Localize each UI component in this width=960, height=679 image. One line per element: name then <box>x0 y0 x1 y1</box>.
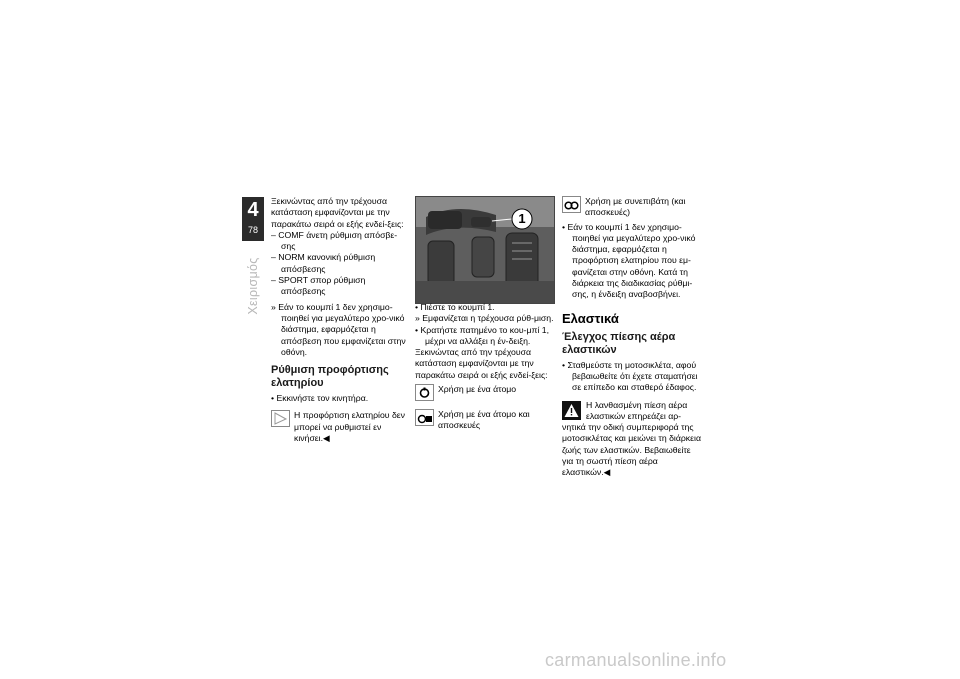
result-item: » Εμφανίζεται η τρέχουσα ρύθ-μιση. <box>415 313 554 324</box>
result-item: » Εάν το κουμπί 1 δεν χρησιμο-ποιηθεί για μεγαλύτερο χρο-νικό διάστημα, εφαρμόζεται η απόσβεση που εμφανίζεται στην οθόνη. <box>271 301 406 357</box>
chapter-number: 4 <box>247 199 259 221</box>
bullet-item: • Πιέστε το κουμπί 1. <box>415 302 495 312</box>
warning-icon <box>562 401 581 420</box>
dash-item: – NORM κανονική ρύθμιση απόσβεσης <box>271 252 376 274</box>
column-2 <box>415 302 555 435</box>
bullet-item: • Εκκινήστε τον κινητήρα. <box>271 393 369 404</box>
warning-text: Η λανθασμένη πίεση αέρα ελαστικών επηρεάζει αρ-νητικά την οδική συμπεριφορά της μοτοσικλέτας και μειώνει τη διάρκεια ζωής των ελαστικών. Βεβαιωθείτε για τη σωστή πίεση αέρα ελαστικών.◀ <box>562 399 701 478</box>
rider-luggage-icon <box>415 409 434 426</box>
page-number: 78 <box>247 225 258 235</box>
bullet-item: • Εάν το κουμπί 1 δεν χρησιμο-ποιηθεί για μεγαλύτερο χρο-νικό διάστημα, εφαρμόζεται η προφόρτιση ελατηρίου που εμ-φανίζεται στην οθόνη. Κατά τη διάρκεια της διαδικασίας ρύθμι-σης, η ένδειξη αναβοσβήνει. <box>562 221 696 300</box>
bullet-item: • Κρατήστε πατημένο το κου-μπί 1, μέχρι να αλλάξει η έν-δειξη. <box>415 324 550 346</box>
dash-item: – SPORT σπορ ρύθμιση απόσβεσης <box>271 275 366 297</box>
mode-row: Χρήση με ένα άτομο <box>415 384 555 401</box>
dash-item: – COMF άνετη ρύθμιση απόσβε-σης <box>271 229 398 252</box>
watermark: carmanualsonline.info <box>545 650 727 670</box>
mode-row: Χρήση με συνεπιβάτη (και αποσκευές) <box>562 196 702 219</box>
note-triangle-icon <box>271 410 290 427</box>
callout-label: 1 <box>518 211 526 226</box>
section-heading: Ελαστικά <box>562 310 619 326</box>
intro-text: Ξεκινώντας από την τρέχουσα κατάσταση εμφανίζονται με την παρακάτω σειρά οι εξής ενδεί-ξεις: <box>271 196 404 229</box>
bullet-item: • Σταθμεύστε τη μοτοσικλέτα, αφού βεβαιωθείτε ότι έχετε σταματήσει σε επίπεδο και σταθερό έδαφος. <box>562 359 698 393</box>
note-text: Η προφόρτιση ελατηρίου δεν μπορεί να ρυθμιστεί εν κινήσει.◀ <box>294 410 405 444</box>
column-1 <box>271 196 409 447</box>
subsection-heading: Έλεγχος πίεσης αέρα ελαστικών <box>562 330 676 356</box>
intro-text: Ξεκινώντας από την τρέχουσα κατάσταση εμφανίζονται με την παρακάτω σειρά οι εξής ενδεί-ξεις: <box>415 347 548 380</box>
chapter-tab <box>242 197 264 241</box>
handlebar-switch-photo <box>415 196 555 304</box>
warning-block <box>562 400 702 479</box>
note-row <box>271 410 409 444</box>
mode-row: Χρήση με ένα άτομο και αποσκευές <box>415 409 555 432</box>
section-label: Χειρισμός <box>246 257 260 315</box>
section-heading: Ρύθμιση προφόρτισης ελατηρίου <box>271 364 389 390</box>
column-3 <box>562 196 702 479</box>
rider-icon <box>415 384 434 401</box>
passenger-icon <box>562 196 581 213</box>
